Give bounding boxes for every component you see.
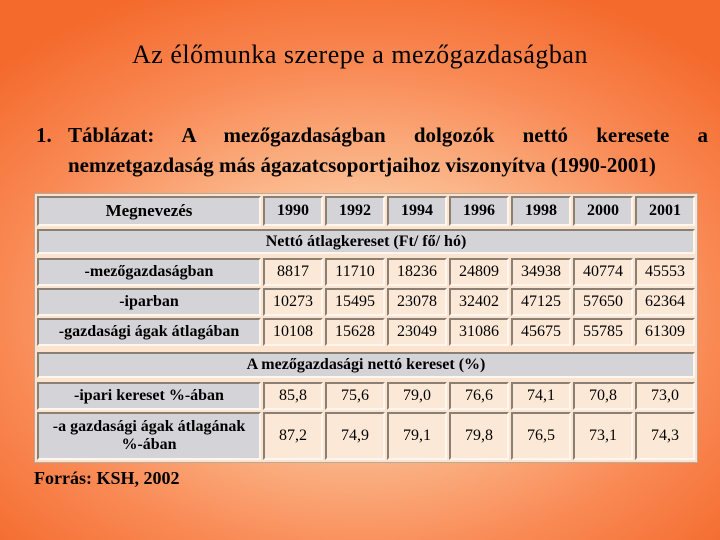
table-cell: 31086 [449,318,509,346]
table-cell: 76,5 [511,412,571,460]
source-note: Forrás: KSH, 2002 [34,468,180,488]
table-cell: 8817 [263,258,323,286]
table-cell: 87,2 [263,412,323,460]
slide-title: Az élőmunka szerepe a mezőgazdaságban [132,40,588,69]
year-header: 1992 [325,196,385,226]
table-cell: 76,6 [449,382,509,410]
row-label: -ipari kereset %-ában [37,382,261,410]
row-label: -gazdasági ágak átlagában [37,318,261,346]
table-cell: 79,8 [449,412,509,460]
table-cell: 15628 [325,318,385,346]
table-cell: 45553 [635,258,695,286]
row-label: -a gazdasági ágak átlagának %-ában [37,412,261,460]
table-cell: 34938 [511,258,571,286]
table-cell: 74,9 [325,412,385,460]
table-cell: 74,1 [511,382,571,410]
table-cell: 62364 [635,288,695,316]
table-cell: 73,0 [635,382,695,410]
table-cell: 40774 [573,258,633,286]
year-header: 1998 [511,196,571,226]
table-cell: 23049 [387,318,447,346]
table-cell: 10273 [263,288,323,316]
table-cell: 23078 [387,288,447,316]
table-cell: 10108 [263,318,323,346]
table-cell: 57650 [573,288,633,316]
table-cell: 79,0 [387,382,447,410]
table-cell: 24809 [449,258,509,286]
table-cell: 47125 [511,288,571,316]
year-header: 1990 [263,196,323,226]
row-label: -mezőgazdaságban [37,258,261,286]
table-cell: 45675 [511,318,571,346]
table-cell: 73,1 [573,412,633,460]
caption-number: 1. [36,123,52,147]
table-cell: 55785 [573,318,633,346]
year-header: 2001 [635,196,695,226]
table-cell: 85,8 [263,382,323,410]
table-cell: 75,6 [325,382,385,410]
table-cell: 11710 [325,258,385,286]
table-cell: 74,3 [635,412,695,460]
section-title-percent: A mezőgazdasági nettó kereset (%) [37,352,695,378]
row-label: -iparban [37,288,261,316]
year-header: 1994 [387,196,447,226]
table-cell: 18236 [387,258,447,286]
earnings-table [34,193,698,463]
caption-line-2: nemzetgazdaság más ágazatcsoportjaihoz viszonyítva (1990-2001) [68,153,656,177]
table-cell: 61309 [635,318,695,346]
header-label-cell: Megnevezés [37,196,261,226]
table-cell: 15495 [325,288,385,316]
table-cell: 79,1 [387,412,447,460]
year-header: 2000 [573,196,633,226]
caption-line-1: Táblázat: A mezőgazdaságban dolgozók nettó keresete a [68,123,708,147]
section-title-net-earnings: Nettó átlagkereset (Ft/ fő/ hó) [37,229,695,254]
table-cell: 32402 [449,288,509,316]
table-cell: 70,8 [573,382,633,410]
year-header: 1996 [449,196,509,226]
